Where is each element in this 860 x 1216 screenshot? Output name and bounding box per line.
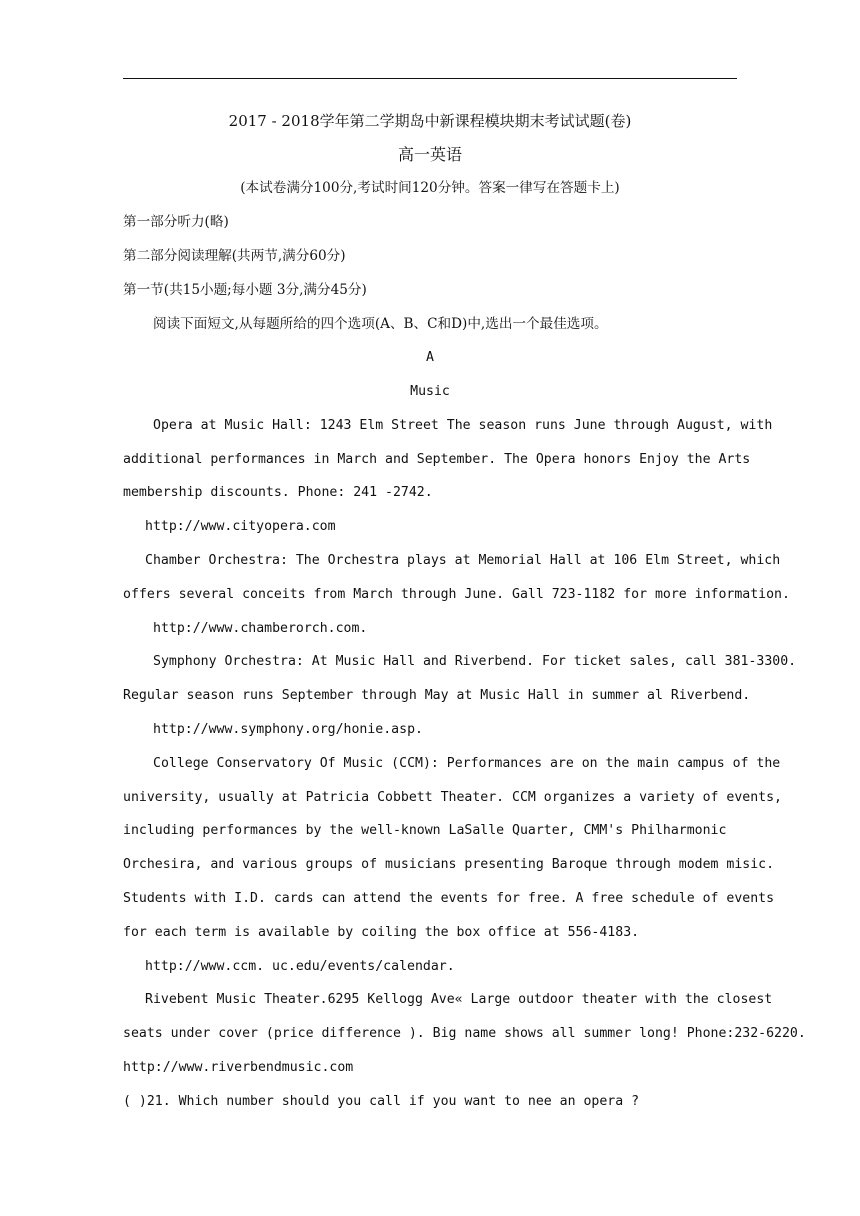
exam-note: (本试卷满分100分,考试时间120分钟。答案一律写在答题卡上) bbox=[240, 180, 620, 196]
instruction: 阅读下面短文,从每题所给的四个选项(A、B、C和D)中,选出一个最佳选项。 bbox=[153, 316, 608, 332]
question-21: ( )21. Which number should you call if you want to nee an opera ? bbox=[123, 1094, 640, 1109]
passage-line: for each term is available by coiling the box office at 556-4183. bbox=[123, 925, 640, 940]
passage-line: including performances by the well-known LaSalle Quarter, CMM's Philharmonic bbox=[123, 823, 727, 838]
passage-line: Students with I.D. cards can attend the events for free. A free schedule of events bbox=[123, 891, 775, 906]
url-line: http://www.ccm. uc.edu/events/calendar. bbox=[145, 959, 455, 974]
passage-line: Opera at Music Hall: 1243 Elm Street The season runs June through August, with bbox=[153, 418, 773, 433]
passage-heading: Music bbox=[410, 384, 450, 399]
url-line: http://www.chamberorch.com. bbox=[153, 621, 368, 636]
passage-line: Symphony Orchestra: At Music Hall and Riverbend. For ticket sales, call 381-3300. bbox=[153, 654, 797, 669]
passage-line: Rivebent Music Theater.6295 Kellogg Ave« Large outdoor theater with the closest bbox=[145, 992, 773, 1007]
subject-title: 高一英语 bbox=[397, 145, 462, 164]
passage-line: university, usually at Patricia Cobbett Theater. CCM organizes a variety of events, bbox=[123, 790, 782, 805]
passage-line: Chamber Orchestra: The Orchestra plays at Memorial Hall at 106 Elm Street, which bbox=[145, 553, 781, 568]
section1-heading: 第一节(共15小题;每小题 3分,满分45分) bbox=[123, 282, 367, 298]
part2-heading: 第二部分阅读理解(共两节,满分60分) bbox=[123, 248, 346, 264]
passage-line: College Conservatory Of Music (CCM): Performances are on the main campus of the bbox=[153, 756, 781, 771]
passage-line: additional performances in March and September. The Opera honors Enjoy the Arts bbox=[123, 452, 751, 467]
passage-line: offers several conceits from March through June. Gall 723-1182 for more information. bbox=[123, 587, 790, 602]
url-line: http://www.riverbendmusic.com bbox=[123, 1060, 354, 1075]
passage-line: Regular season runs September through May at Music Hall in summer al Riverbend. bbox=[123, 688, 751, 703]
passage-line: membership discounts. Phone: 241 -2742. bbox=[123, 485, 433, 500]
url-line: http://www.symphony.org/honie.asp. bbox=[153, 722, 423, 737]
top-rule bbox=[123, 78, 737, 79]
part1-heading: 第一部分听力(略) bbox=[123, 214, 229, 230]
passage-line: Orchesira, and various groups of musicians presenting Baroque through modem misic. bbox=[123, 857, 775, 872]
passage-line: seats under cover (price difference ). Big name shows all summer long! Phone:232-6220. bbox=[123, 1026, 806, 1041]
exam-title: 2017 - 2018学年第二学期岛中新课程模块期末考试试题(卷) bbox=[228, 112, 632, 130]
passage-letter: A bbox=[426, 350, 434, 365]
url-line: http://www.cityopera.com bbox=[145, 519, 336, 534]
